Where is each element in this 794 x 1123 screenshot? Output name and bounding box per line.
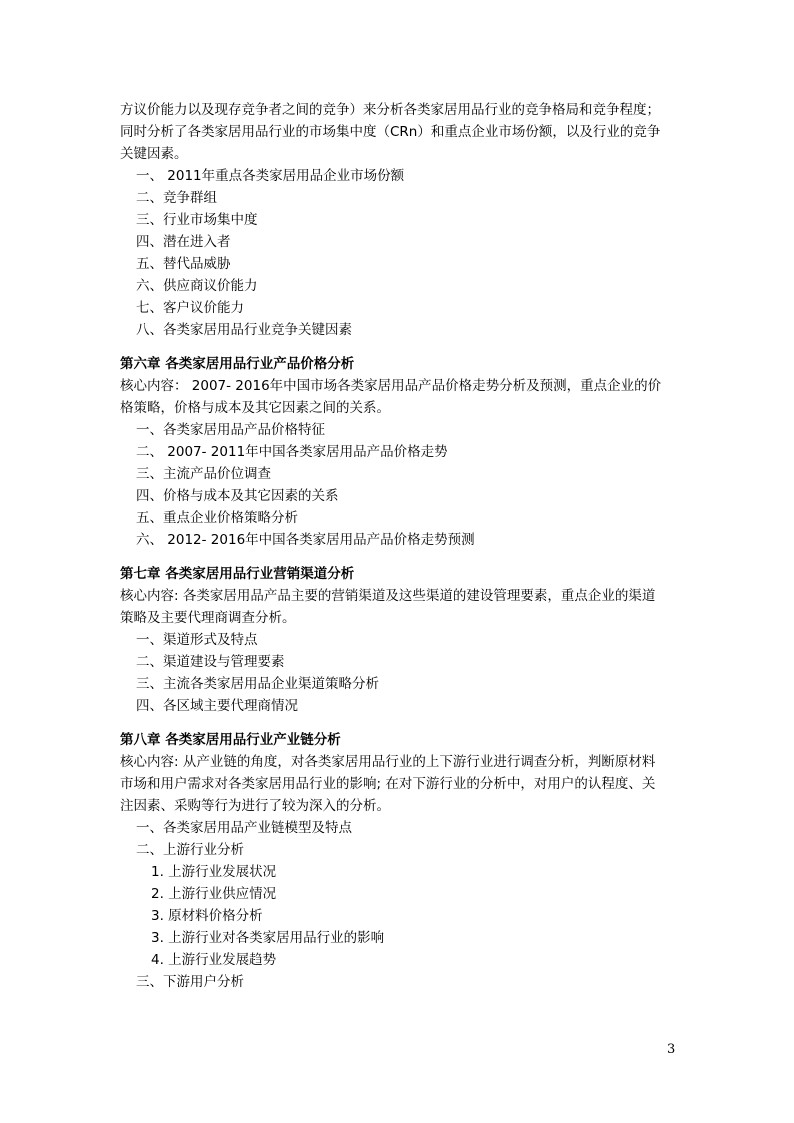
list-item: 八、各类家居用品行业竞争关键因素 bbox=[136, 322, 352, 338]
list-item: 二、渠道建设与管理要素 bbox=[136, 654, 285, 670]
list-item: 四、潜在进入者 bbox=[136, 234, 231, 250]
list-item: 二、竞争群组 bbox=[136, 190, 217, 206]
list-item: 一、各类家居用品产业链模型及特点 bbox=[136, 820, 352, 836]
core-content-line: 市场和用户需求对各类家居用品行业的影响; 在对下游行业的分析中，对用户的认程度、关 bbox=[120, 776, 656, 792]
sub-list-item: 2. 上游行业供应情况 bbox=[151, 886, 277, 902]
sub-list-item: 3. 原材料价格分析 bbox=[151, 908, 263, 924]
core-content-line: 核心内容： 2007- 2016年中国市场各类家居用品产品价格走势分析及预测，重点企业的价 bbox=[120, 378, 662, 394]
list-item: 三、下游用户分析 bbox=[136, 974, 244, 990]
core-content-line: 核心内容: 各类家居用品产品主要的营销渠道及这些渠道的建设管理要素，重点企业的渠道 bbox=[120, 588, 656, 604]
sub-list-item: 1. 上游行业发展状况 bbox=[151, 864, 277, 880]
list-item: 七、客户议价能力 bbox=[136, 300, 244, 316]
chapter-title: 第八章 各类家居用品行业产业链分析 bbox=[120, 732, 341, 748]
list-item: 六、 2012- 2016年中国各类家居用品产品价格走势预测 bbox=[136, 532, 475, 548]
intro-section bbox=[120, 99, 682, 341]
chapter-title: 第七章 各类家居用品行业营销渠道分析 bbox=[120, 566, 355, 582]
core-content-line: 格策略，价格与成本及其它因素之间的关系。 bbox=[120, 400, 390, 416]
core-content-line: 注因素、采购等行为进行了较为深入的分析。 bbox=[120, 798, 390, 814]
document-body bbox=[120, 99, 682, 993]
list-item: 三、主流产品价位调查 bbox=[136, 466, 271, 482]
sub-list-item: 3. 上游行业对各类家居用品行业的影响 bbox=[151, 930, 385, 946]
chapter-6-section bbox=[120, 353, 682, 551]
list-item: 一、 2011年重点各类家居用品企业市场份额 bbox=[136, 168, 405, 184]
chapter-8-section bbox=[120, 729, 682, 993]
list-item: 六、供应商议价能力 bbox=[136, 278, 258, 294]
list-item: 五、替代品威胁 bbox=[136, 256, 231, 272]
chapter-title: 第六章 各类家居用品行业产品价格分析 bbox=[120, 356, 355, 372]
list-item: 四、各区域主要代理商情况 bbox=[136, 698, 298, 714]
page-number: 3 bbox=[667, 1042, 676, 1057]
list-item: 二、 2007- 2011年中国各类家居用品产品价格走势 bbox=[136, 444, 448, 460]
body-text-line: 方议价能力以及现存竞争者之间的竞争）来分析各类家居用品行业的竞争格局和竞争程度； bbox=[120, 102, 660, 118]
sub-list-item: 4. 上游行业发展趋势 bbox=[151, 952, 277, 968]
list-item: 三、行业市场集中度 bbox=[136, 212, 258, 228]
body-text-line: 同时分析了各类家居用品行业的市场集中度（CRn）和重点企业市场份额，以及行业的竞争 bbox=[120, 124, 661, 140]
list-item: 一、渠道形式及特点 bbox=[136, 632, 258, 648]
list-item: 一、各类家居用品产品价格特征 bbox=[136, 422, 325, 438]
list-item: 三、主流各类家居用品企业渠道策略分析 bbox=[136, 676, 379, 692]
list-item: 五、重点企业价格策略分析 bbox=[136, 510, 298, 526]
list-item: 四、价格与成本及其它因素的关系 bbox=[136, 488, 339, 504]
core-content-line: 策略及主要代理商调查分析。 bbox=[120, 610, 296, 626]
chapter-7-section bbox=[120, 563, 682, 717]
core-content-line: 核心内容: 从产业链的角度，对各类家居用品行业的上下游行业进行调查分析，判断原材料 bbox=[120, 754, 656, 770]
list-item: 二、上游行业分析 bbox=[136, 842, 244, 858]
body-text-line: 关键因素。 bbox=[120, 146, 188, 162]
